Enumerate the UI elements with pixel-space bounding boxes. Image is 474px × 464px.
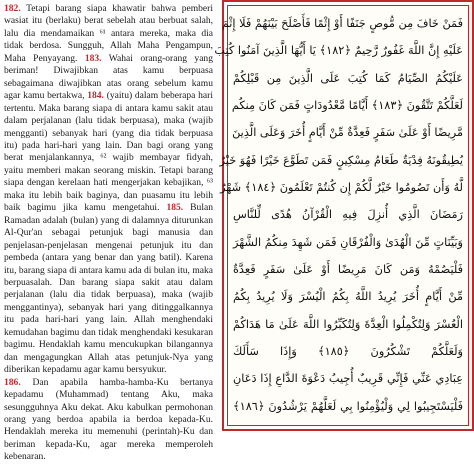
arabic-line: عَلَيْكُمُ الصِّيَامُ كَمَا كُتِبَ عَلَى الَّذِينَ مِن قَبْلِكُمْ [233, 71, 463, 85]
arabic-line: وَلَعَلَّكُمْ تَشْكُرُونَ ﴿١٨٥﴾ وَإِذَا سَأَلَكَ [233, 345, 464, 359]
arabic-line: عَلَيْهِ إِنَّ اللَّهَ غَفُورٌ رَّحِيمٌ ﴿١٨٢﴾ يَا أَيُّهَا الَّذِينَ آمَنُوا كُتِبَ [214, 44, 463, 58]
arabic-line: لَّهُ وَأَن تَصُومُوا خَيْرٌ لَّكُمْ إِن كُنتُمْ تَعْلَمُونَ ﴿١٨٤﴾ شَهْرُ [220, 181, 463, 195]
verse-number: 184. [87, 90, 104, 102]
arabic-line: مَّرِيضًا أَوْ عَلَىٰ سَفَرٍ فَعِدَّةٌ مِّنْ أَيَّامٍ أُخَرَ وَعَلَى الَّذِينَ [232, 126, 463, 140]
verse-text: (yaitu) dalam beberapa hari tertentu. Maka barang siapa di antara kamu sakit atau dalam perjalanan (lalu tidak berpuasa), maka (wajib mengganti) sebanyak hari (yang dia tidak berpuasa itu) pada hari-hari yang lain. Dan bagi orang yang berat menjalankannya, ⁶² wajib membayar fidyah, yaitu memberi makan seorang miskin. Tetapi barang siapa dengan kerelaan hati mengerjakan kebajikan, ⁶³ maka itu lebih baik baginya, dan puasamu itu lebih baik bagimu jika kamu mengetahui. [4, 90, 213, 214]
verse-text: Wahai orang-orang yang beriman! Diwajibkan atas kamu berpuasa sebagaimana diwajibkan atas orang sebelum kamu agar kamu bertakwa, [4, 52, 213, 102]
verse-number: 182. [4, 3, 21, 14]
verse-text: Tetapi barang siapa khawatir bahwa pemberi wasiat itu (berlaku) berat sebelah atau berbuat salah, lalu dia mendamaikan ⁶¹ antara mereka, maka dia tidak berdosa. Sungguh, Allah Maha Pengampun, Maha Penyayang. [4, 3, 213, 64]
arabic-line: مِّنْ أَيَّامٍ أُخَرَ يُرِيدُ اللَّهُ بِكُمُ الْيُسْرَ وَلَا يُرِيدُ بِكُمُ [233, 290, 463, 304]
arabic-line: يُطِيقُونَهُ فِدْيَةٌ طَعَامُ مِسْكِينٍ فَمَن تَطَوَّعَ خَيْرًا فَهُوَ خَيْرٌ [219, 153, 463, 167]
verse-text: Dan apabila hamba-hamba-Ku bertanya kepadamu (Muhammad) tentang Aku, maka sesungguhnya Aku dekat. Aku kabulkan permohonan orang yang berdoa apabila ia berdoa kepada-Ku. Hendaklah mereka itu memenuhi (perintah)-Ku dan beriman kepada-Ku, agar mereka memperoleh kebenaran. [4, 376, 213, 463]
translation-text [4, 3, 213, 464]
arabic-line: وَبَيِّنَاتٍ مِّنَ الْهُدَىٰ وَالْفُرْقَانِ فَمَن شَهِدَ مِنكُمُ الشَّهْرَ [233, 235, 463, 249]
mushaf-page [214, 0, 474, 431]
arabic-line: عِبَادِي عَنِّي فَإِنِّي قَرِيبٌ أُجِيبُ دَعْوَةَ الدَّاعِ إِذَا دَعَانِ [233, 372, 463, 386]
arabic-line: الْعُسْرَ وَلِتُكْمِلُوا الْعِدَّةَ وَلِتُكَبِّرُوا اللَّهَ عَلَىٰ مَا هَدَاكُمْ [233, 317, 463, 331]
arabic-line: فَمَنْ خَافَ مِن مُّوصٍ جَنَفًا أَوْ إِثْمًا فَأَصْلَحَ بَيْنَهُمْ فَلَا إِثْمَ [221, 17, 463, 30]
verse-number: 186. [4, 376, 21, 388]
arabic-line: فَلْيَصُمْهُ وَمَن كَانَ مَرِيضًا أَوْ عَلَىٰ سَفَرٍ فَعِدَّةٌ [233, 263, 463, 277]
verse-text: Bulan Ramadan adalah (bulan) yang di dalamnya diturunkan Al-Qur'an sebagai petunjuk bagi manusia dan penjelasan-penjelasan mengenai petunjuk itu dan pembeda (antara yang benar dan yang batil). Karena itu, barang siapa di antara kamu ada di bulan itu, maka berpuasalah. Dan barang siapa sakit atau dalam perjalanan (lalu dia tidak berpuasa), maka (wajib menggantinya), sebanyak hari yang ditinggalkannya itu pada hari-hari yang lain. Allah menghendaki kemudahan bagimu dan tidak menghendaki kesukaran bagimu. Hendaklah kamu mencukupkan bilangannya dan mengagungkan Allah atas petunjuk-Nya yang diberikan kepadamu agar kamu bersyukur. [4, 202, 213, 376]
arabic-line: فَلْيَسْتَجِيبُوا لِي وَلْيُؤْمِنُوا بِي لَعَلَّهُمْ يَرْشُدُونَ ﴿١٨٦﴾ [233, 399, 463, 413]
arabic-line: رَمَضَانَ الَّذِي أُنزِلَ فِيهِ الْقُرْآنُ هُدًى لِّلنَّاسِ [233, 208, 463, 222]
verse-number: 183. [84, 52, 102, 64]
translation-column [0, 0, 218, 463]
verse-number: 185. [166, 202, 184, 214]
arabic-text-block [214, 11, 464, 420]
arabic-line: لَعَلَّكُمْ تَتَّقُونَ ﴿١٨٣﴾ أَيَّامًا مَّعْدُودَاتٍ فَمَن كَانَ مِنكُم [231, 99, 463, 113]
